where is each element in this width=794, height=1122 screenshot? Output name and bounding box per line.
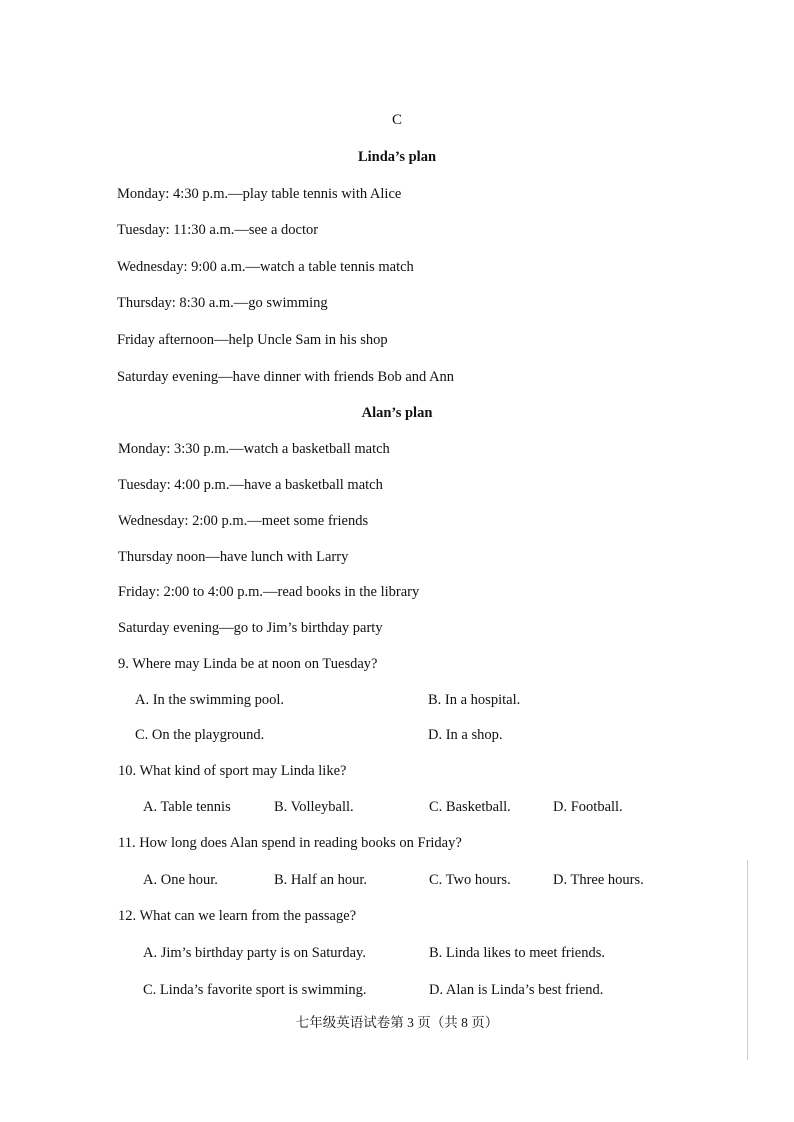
answer-option: D. Football. bbox=[553, 799, 623, 815]
linda-plan-item: Wednesday: 9:00 a.m.—watch a table tennis match bbox=[117, 259, 414, 275]
answer-option: D. Alan is Linda’s best friend. bbox=[429, 982, 604, 998]
alan-plan-item: Thursday noon—have lunch with Larry bbox=[118, 549, 349, 565]
scan-edge-mark bbox=[747, 860, 748, 1060]
answer-option: B. In a hospital. bbox=[428, 692, 521, 708]
question-stem: 9. Where may Linda be at noon on Tuesday? bbox=[118, 656, 378, 672]
question-stem: 11. How long does Alan spend in reading books on Friday? bbox=[118, 835, 462, 851]
answer-option: D. In a shop. bbox=[428, 727, 503, 743]
answer-option: C. Basketball. bbox=[429, 799, 511, 815]
alan-plan-item: Friday: 2:00 to 4:00 p.m.—read books in the library bbox=[118, 584, 420, 600]
question-stem: 12. What can we learn from the passage? bbox=[118, 908, 357, 924]
answer-option: C. Linda’s favorite sport is swimming. bbox=[143, 982, 367, 998]
answer-option: A. Jim’s birthday party is on Saturday. bbox=[143, 945, 366, 961]
answer-option: B. Linda likes to meet friends. bbox=[429, 945, 605, 961]
answer-option: A. Table tennis bbox=[143, 799, 231, 815]
section-letter: C bbox=[391, 112, 402, 128]
alan-plan-title: Alan’s plan bbox=[361, 405, 433, 421]
answer-option: A. One hour. bbox=[143, 872, 218, 888]
question-stem: 10. What kind of sport may Linda like? bbox=[118, 763, 347, 779]
page-footer: 七年级英语试卷第 3 页（共 8 页） bbox=[295, 1015, 499, 1030]
answer-option: B. Volleyball. bbox=[274, 799, 354, 815]
linda-plan-title: Linda’s plan bbox=[357, 149, 437, 165]
answer-option: C. On the playground. bbox=[135, 727, 265, 743]
alan-plan-item: Monday: 3:30 p.m.—watch a basketball match bbox=[118, 441, 390, 457]
answer-option: A. In the swimming pool. bbox=[135, 692, 285, 708]
linda-plan-item: Tuesday: 11:30 a.m.—see a doctor bbox=[117, 222, 319, 238]
linda-plan-item: Friday afternoon—help Uncle Sam in his shop bbox=[117, 332, 388, 348]
answer-option: D. Three hours. bbox=[553, 872, 644, 888]
answer-option: C. Two hours. bbox=[429, 872, 511, 888]
alan-plan-item: Saturday evening—go to Jim’s birthday party bbox=[118, 620, 383, 636]
answer-option: B. Half an hour. bbox=[274, 872, 368, 888]
alan-plan-item: Tuesday: 4:00 p.m.—have a basketball match bbox=[118, 477, 383, 493]
linda-plan-item: Saturday evening—have dinner with friends Bob and Ann bbox=[117, 369, 455, 385]
alan-plan-item: Wednesday: 2:00 p.m.—meet some friends bbox=[118, 513, 369, 529]
linda-plan-item: Monday: 4:30 p.m.—play table tennis with Alice bbox=[117, 186, 402, 202]
linda-plan-item: Thursday: 8:30 a.m.—go swimming bbox=[117, 295, 328, 311]
